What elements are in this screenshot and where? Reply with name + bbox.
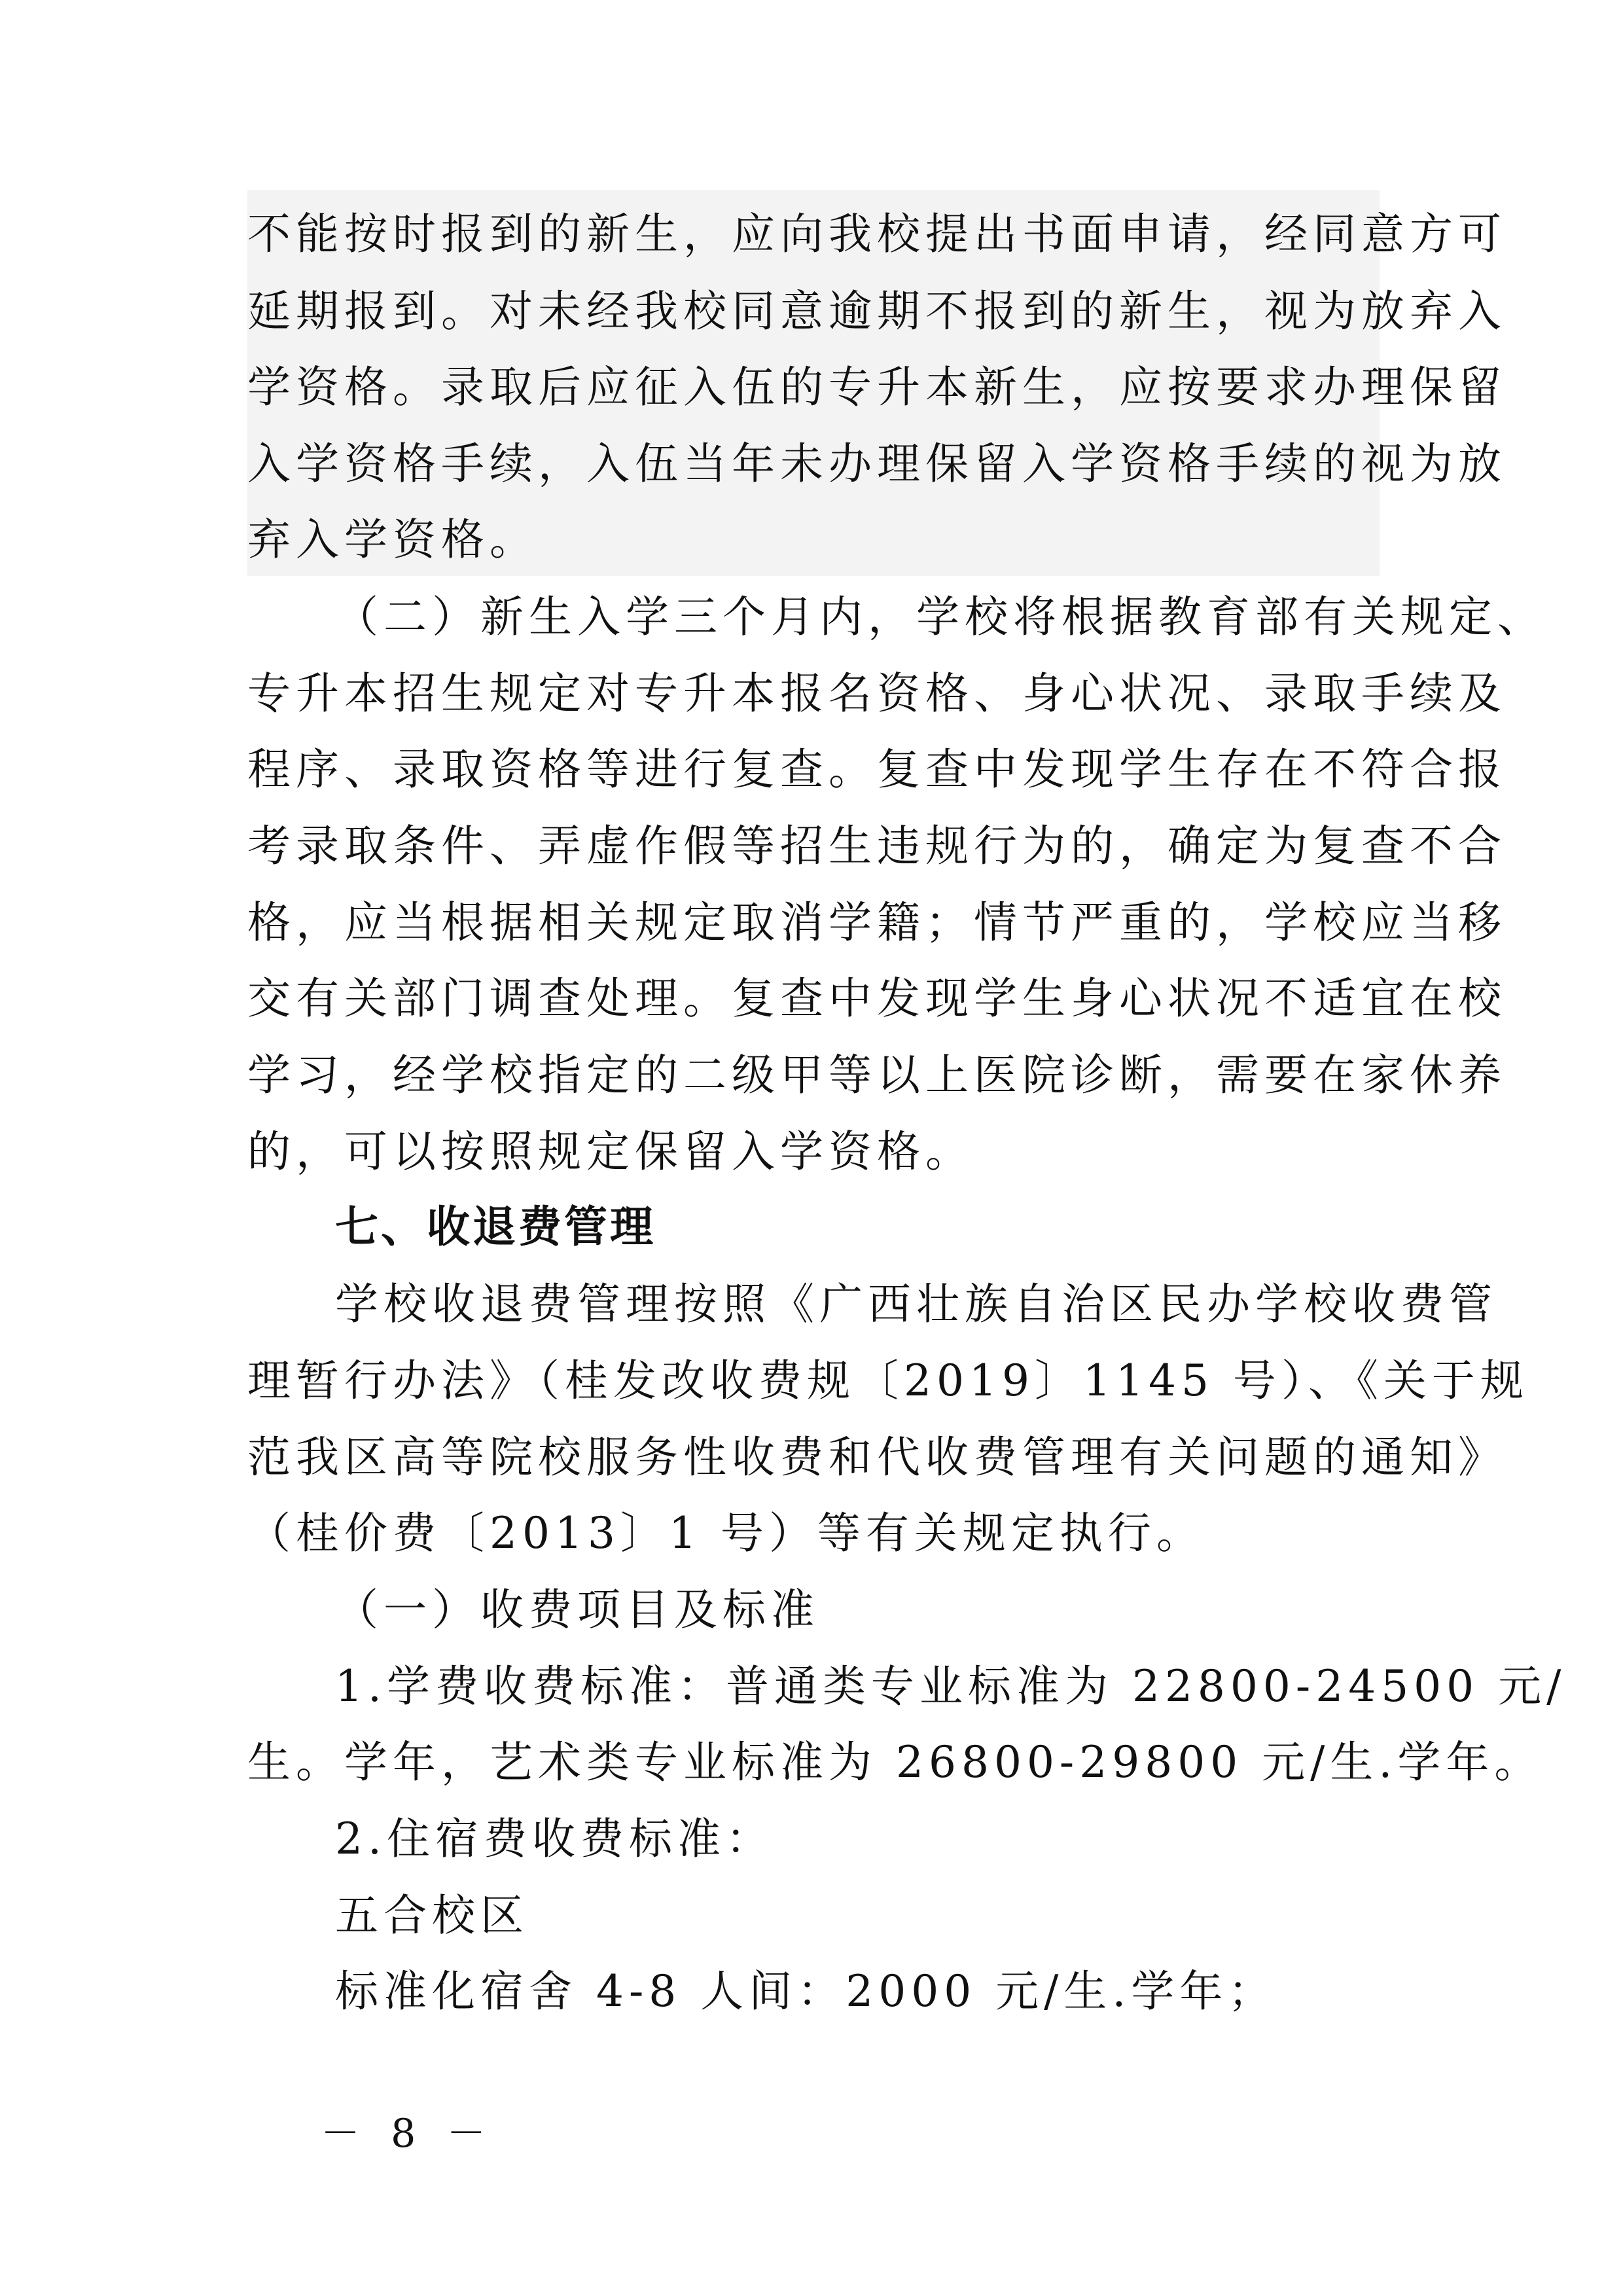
body-text-line: 理暂行办法》（桂发改收费规〔2019〕1145 号）、《关于规	[247, 1355, 1529, 1406]
page-number: － 8 －	[321, 2111, 495, 2157]
body-text-line: 学资格。录取后应征入伍的专升本新生，应按要求办理保留	[247, 362, 1507, 412]
body-text-line: 考录取条件、弄虚作假等招生违规行为的，确定为复查不合	[247, 821, 1507, 871]
body-text-line: 格，应当根据相关规定取消学籍；情节严重的，学校应当移	[247, 897, 1507, 948]
body-text-line: 学校收退费管理按照《广西壮族自治区民办学校收费管	[335, 1279, 1497, 1329]
body-text-line: 不能按时报到的新生，应向我校提出书面申请，经同意方可	[247, 209, 1507, 259]
body-text-line: 2.住宿费收费标准：	[335, 1814, 774, 1864]
body-text-line: 延期报到。对未经我校同意逾期不报到的新生，视为放弃入	[247, 286, 1507, 336]
campus-name: 五合校区	[335, 1890, 529, 1941]
subsection-heading: （一）收费项目及标准	[335, 1585, 819, 1635]
body-text-line: 弃入学资格。	[247, 514, 538, 565]
body-text-line: 入学资格手续，入伍当年未办理保留入学资格手续的视为放	[247, 439, 1507, 489]
section-heading: 七、收退费管理	[335, 1202, 656, 1252]
body-text-line: 专升本招生规定对专升本报名资格、身心状况、录取手续及	[247, 668, 1507, 719]
body-text-line: 标准化宿舍 4-8 人间：2000 元/生.学年；	[335, 1966, 1277, 2017]
body-text-line: 程序、录取资格等进行复查。复查中发现学生存在不符合报	[247, 744, 1507, 795]
body-text-line: 交有关部门调查处理。复查中发现学生身心状况不适宜在校	[247, 973, 1507, 1024]
body-text-line: （二）新生入学三个月内，学校将根据教育部有关规定、	[335, 592, 1546, 642]
body-text-line: 1.学费收费标准：普通类专业标准为 22800-24500 元/	[335, 1661, 1567, 1712]
body-text-line: 范我区高等院校服务性收费和代收费管理有关问题的通知》	[247, 1432, 1507, 1482]
body-text-line: （桂价费〔2013〕1 号）等有关规定执行。	[247, 1508, 1205, 1558]
body-text-line: 生。学年，艺术类专业标准为 26800-29800 元/生.学年。	[247, 1737, 1543, 1787]
body-text-line: 的，可以按照规定保留入学资格。	[247, 1126, 974, 1177]
body-text-line: 学习，经学校指定的二级甲等以上医院诊断，需要在家休养	[247, 1050, 1507, 1100]
